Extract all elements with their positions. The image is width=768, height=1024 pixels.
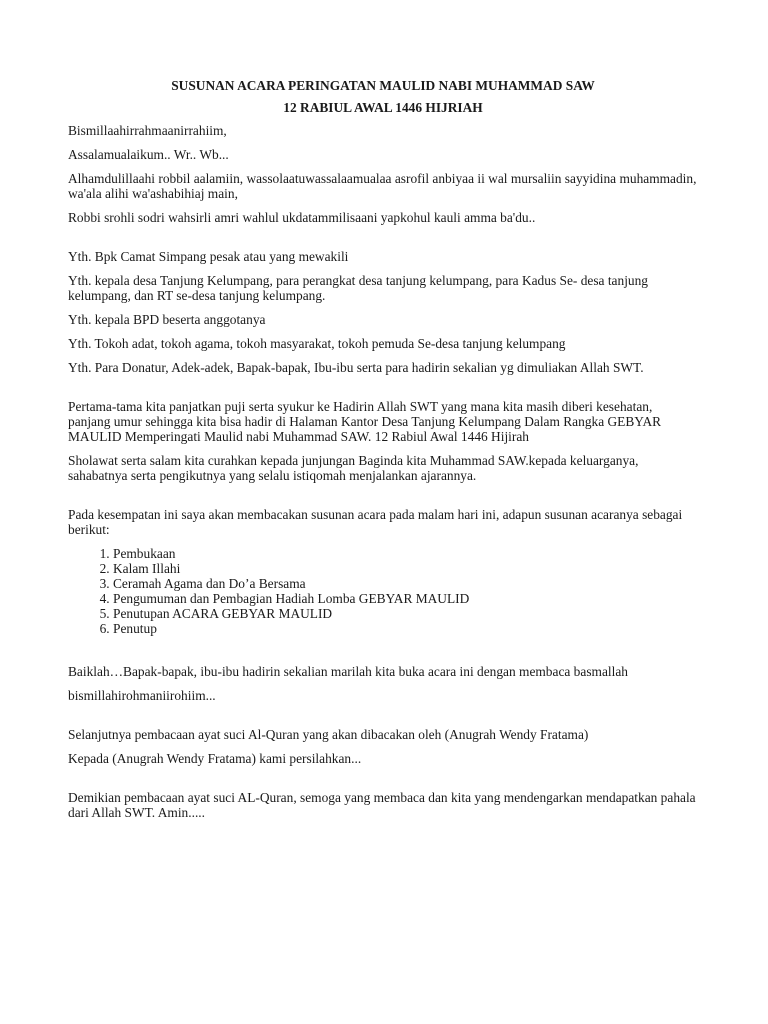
- agenda-item: 2. Kalam Illahi: [113, 561, 698, 576]
- opening-hamdalah: Alhamdulillaahi robbil aalamiin, wassolaatuwassalaamualaa asrofil anbiyaa ii wal mursaliin sayyidina muhammadin, wa'ala alihi wa'ashabihiaj main,: [68, 171, 697, 201]
- basmallah-line: bismillahirohmaniirohiim...: [68, 688, 216, 703]
- spacer: [68, 775, 698, 790]
- spacer: [68, 234, 698, 249]
- spacer: [68, 492, 698, 507]
- opening-doa: Robbi srohli sodri wahsirli amri wahlul ukdatammilisaani yapkohul kauli amma ba'du..: [68, 210, 536, 225]
- agenda-list: [68, 546, 698, 636]
- greeting-line: Yth. Para Donatur, Adek-adek, Bapak-bapak, Ibu-ibu serta para hadirin sekalian yg dimuliakan Allah SWT.: [68, 360, 644, 375]
- spacer: [68, 384, 698, 399]
- agenda-item: 6. Penutup: [113, 621, 698, 636]
- document-subtitle: 12 RABIUL AWAL 1446 HIJRIAH: [283, 100, 483, 115]
- document-page: [68, 78, 698, 829]
- quran-reading-intro: Selanjutnya pembacaan ayat suci Al-Quran yang akan dibacakan oleh (Anugrah Wendy Fratama): [68, 727, 589, 742]
- spacer: [68, 649, 698, 664]
- greeting-line: Yth. Bpk Camat Simpang pesak atau yang mewakili: [68, 249, 349, 264]
- opening-basmalah: Bismillaahirrahmaanirrahiim,: [68, 123, 227, 138]
- gratitude-paragraph: Pertama-tama kita panjatkan puji serta syukur ke Hadirin Allah SWT yang mana kita masih diberi kesehatan, panjang umur sehingga kita bisa hadir di Halaman Kantor Desa Tanjung Kelumpang Dalam Rangka GEBYAR MAULID Memperingati Maulid nabi Muhammad SAW. 12 Rabiul Awal 1446 Hijirah: [68, 399, 662, 444]
- document-title: SUSUNAN ACARA PERINGATAN MAULID NABI MUHAMMAD SAW: [171, 78, 595, 93]
- quran-reading-invite: Kepada (Anugrah Wendy Fratama) kami persilahkan...: [68, 751, 362, 766]
- agenda-item: 1. Pembukaan: [113, 546, 698, 561]
- agenda-item: 4. Pengumuman dan Pembagian Hadiah Lomba GEBYAR MAULID: [113, 591, 698, 606]
- agenda-intro: Pada kesempatan ini saya akan membacakan susunan acara pada malam hari ini, adapun susunan acaranya sebagai berikut:: [68, 507, 683, 537]
- opening-salam: Assalamualaikum.. Wr.. Wb...: [68, 147, 229, 162]
- spacer: [68, 712, 698, 727]
- greeting-line: Yth. Tokoh adat, tokoh agama, tokoh masyarakat, tokoh pemuda Se-desa tanjung kelumpang: [68, 336, 566, 351]
- agenda-item: 5. Penutupan ACARA GEBYAR MAULID: [113, 606, 698, 621]
- opening-call: Baiklah…Bapak-bapak, ibu-ibu hadirin sekalian marilah kita buka acara ini dengan membaca basmallah: [68, 664, 628, 679]
- greeting-line: Yth. kepala desa Tanjung Kelumpang, para perangkat desa tanjung kelumpang, para Kadus Se- desa tanjung kelumpang, dan RT se-desa tanjung kelumpang.: [68, 273, 649, 303]
- closing-reading: Demikian pembacaan ayat suci AL-Quran, semoga yang membaca dan kita yang mendengarkan mendapatkan pahala dari Allah SWT. Amin.....: [68, 790, 696, 820]
- agenda-item: 3. Ceramah Agama dan Do’a Bersama: [113, 576, 698, 591]
- greeting-line: Yth. kepala BPD beserta anggotanya: [68, 312, 266, 327]
- sholawat-paragraph: Sholawat serta salam kita curahkan kepada junjungan Baginda kita Muhammad SAW.kepada keluarganya, sahabatnya serta pengikutnya yang selalu istiqomah menjalankan ajarannya.: [68, 453, 639, 483]
